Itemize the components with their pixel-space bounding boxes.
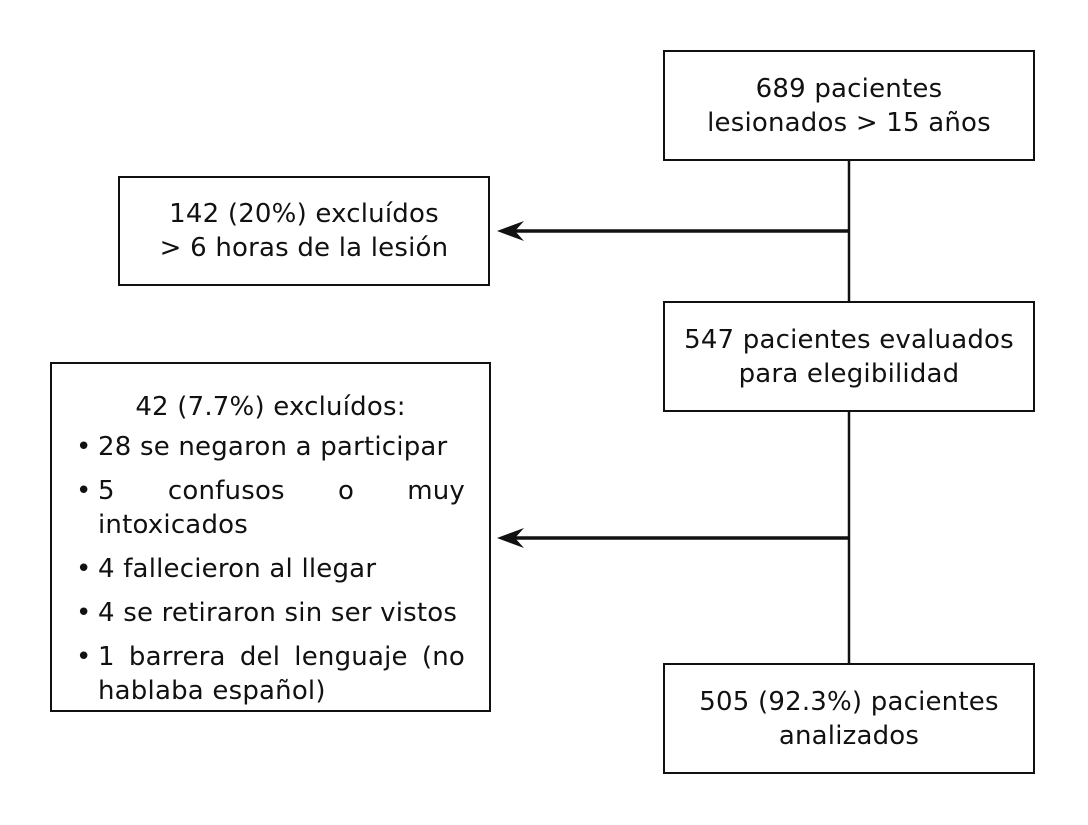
box-excluded-time: [118, 176, 490, 286]
excluded-reasons-title: 42 (7.7%) excluídos:: [135, 392, 406, 422]
excluded-time-line-2: > 6 horas de la lesión: [159, 233, 449, 263]
analyzed-line-2: analizados: [778, 720, 920, 751]
reason-text: 28 se negaron a participar: [98, 432, 448, 462]
box-total-patients: [663, 50, 1035, 161]
bullet-icon: •: [76, 642, 92, 672]
box-evaluated-patients: [663, 301, 1035, 412]
bullet-icon: •: [76, 554, 92, 584]
reason-text: 5 confusos o muy intoxicados: [98, 476, 465, 540]
reason-text: 4 fallecieron al llegar: [98, 554, 377, 584]
list-item: [76, 430, 465, 464]
box-analyzed-patients: [663, 663, 1035, 774]
list-item: [76, 474, 465, 542]
bullet-icon: •: [76, 598, 92, 628]
total-line-2: lesionados > 15 años: [707, 107, 991, 138]
list-item: [76, 552, 465, 586]
bullet-icon: •: [76, 476, 92, 506]
reason-text: 1 barrera del lenguaje (no hablaba español): [98, 642, 465, 706]
bullet-icon: •: [76, 432, 92, 462]
list-item: [76, 596, 465, 630]
evaluated-line-1: 547 pacientes evaluados: [684, 324, 1014, 355]
box-excluded-reasons: [50, 362, 491, 712]
evaluated-line-2: para elegibilidad: [738, 358, 960, 389]
list-item: [76, 640, 465, 708]
excluded-time-line-1: 142 (20%) excluídos: [169, 199, 439, 229]
analyzed-line-1: 505 (92.3%) pacientes: [699, 686, 999, 717]
total-line-1: 689 pacientes: [755, 73, 943, 104]
excluded-reasons-list: [76, 430, 465, 708]
reason-text: 4 se retiraron sin ser vistos: [98, 598, 458, 628]
